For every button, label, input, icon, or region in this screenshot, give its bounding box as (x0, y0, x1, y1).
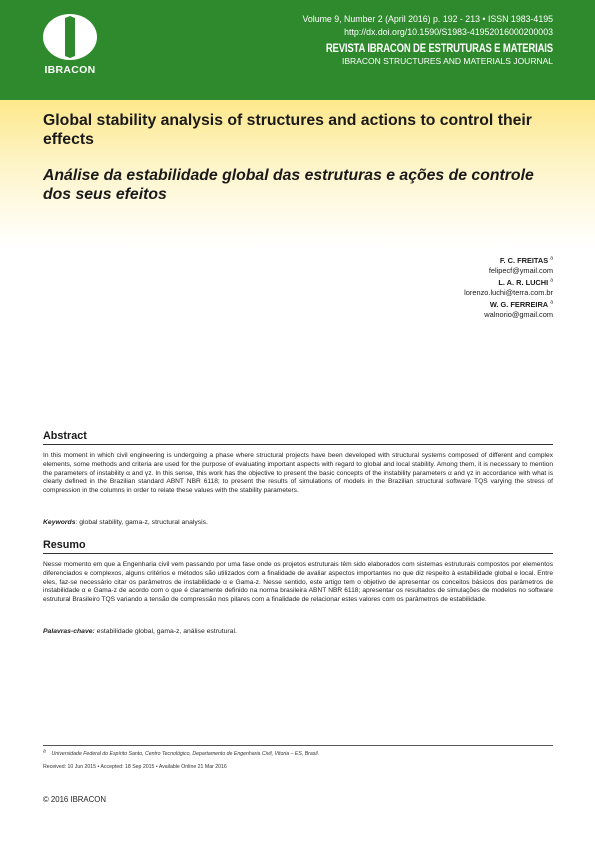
footnote-marker: a (43, 748, 46, 755)
title-english: Global stability analysis of structures and actions to control their effects (43, 112, 532, 148)
author-name: F. C. FREITAS (499, 256, 549, 265)
abstract-keywords (43, 519, 553, 526)
author-affil: a (550, 277, 553, 284)
author-name: L. A. R. LUCHI (498, 278, 549, 287)
journal-info (276, 13, 553, 66)
author-email[interactable]: lorenzo.luchi@terra.com.br (464, 287, 553, 297)
abstract-heading: Abstract (43, 430, 87, 442)
palavras-chave-values: estabilidade global, gama-z, análise estrutural. (94, 628, 237, 635)
journal-name: REVISTA IBRACON DE ESTRUTURAS E MATERIAIS (325, 42, 553, 55)
keywords-label: Keywords (43, 519, 76, 526)
author-affil: a (550, 299, 553, 306)
journal-header (0, 0, 595, 100)
ibracon-logo (28, 12, 112, 76)
journal-subtitle: IBRACON STRUCTURES AND MATERIALS JOURNAL (342, 56, 553, 66)
author-list (464, 256, 553, 322)
abstract-divider (43, 444, 553, 445)
resumo-heading: Resumo (43, 539, 86, 551)
ibracon-logo-icon (41, 12, 99, 62)
author-item (464, 300, 553, 319)
author-email[interactable]: felipecf@ymail.com (488, 265, 553, 275)
keywords-values: : global stability, gama-z, structural analysis. (75, 519, 208, 526)
resumo-divider (43, 553, 553, 554)
resumo-keywords (43, 628, 553, 635)
author-item (464, 256, 553, 275)
author-email[interactable]: walnorio@gmail.com (484, 309, 553, 319)
footnote-text: Universidade Federal do Espírito Santo, Centro Tecnológico, Departamento de Engenharia Civil, Vitoria – ES, Brasil. (51, 751, 320, 757)
doi-link[interactable]: http://dx.doi.org/10.1590/S1983-41952016000200003 (344, 26, 553, 37)
title-portuguese: Análise da estabilidade global das estruturas e ações de controle dos seus efeitos (43, 167, 534, 203)
logo-text: IBRACON (44, 64, 96, 76)
author-affil: a (550, 255, 553, 262)
copyright: © 2016 IBRACON (43, 795, 106, 804)
author-name: W. G. FERREIRA (489, 300, 549, 309)
received-dates: Received: 10 Jun 2015 • Accepted: 18 Sep 2015 • Available Online 21 Mar 2016 (43, 764, 227, 770)
abstract-text: In this moment in which civil engineering is undergoing a phase where structural projects have been developed with structural systems composed of different and complex elements, some methods and criteria are used for the purpose of evaluating important aspects with regard to global and local stability. Among them, it is necessary to mention the parameters of instability α and γz. In this sense, this work has the objective to present the basic concepts of the instability parameters α and γz in accordance with what is clearly defined in the Brazilian standard ABNT NBR 6118; to present the results of simulations of models in the Brazilian structural software TQS varying the stress of compression in the columns in order to relate these values with the stability parameters. (43, 452, 553, 495)
resumo-text: Nesse momento em que a Engenharia civil vem passando por uma fase onde os projetos estruturais têm sido elaborados com sistemas estruturais compostos por elementos diferenciados e complexos, alguns critérios e métodos são utilizados com a finalidade de avaliar aspectos importantes no que diz respeito à estabilidade global e local. Entre eles, faz-se necessário citar os parâmetros de instabilidade α e Gama-z. Nesse sentido, este artigo tem o objetivo de apresentar os conceitos básicos dos parâmetros de instabilidade α e Gama-z de acordo com o que é claramente definido na norma brasileira ABNT NBR 6118; apresentar os resultados de simulações de modelos no software estrutural Brasileiro TQS variando a tensão de compressão nos pilares com a finalidade de relacionar estes valores com os parâmetros de estabilidade. (43, 561, 553, 604)
volume-line: Volume 9, Number 2 (April 2016) p. 192 - 213 • ISSN 1983-4195 (302, 14, 553, 24)
footnote-divider (43, 745, 553, 746)
author-item (464, 278, 553, 297)
affiliation-footnote (43, 748, 320, 757)
palavras-chave-label: Palavras-chave: (43, 628, 95, 635)
